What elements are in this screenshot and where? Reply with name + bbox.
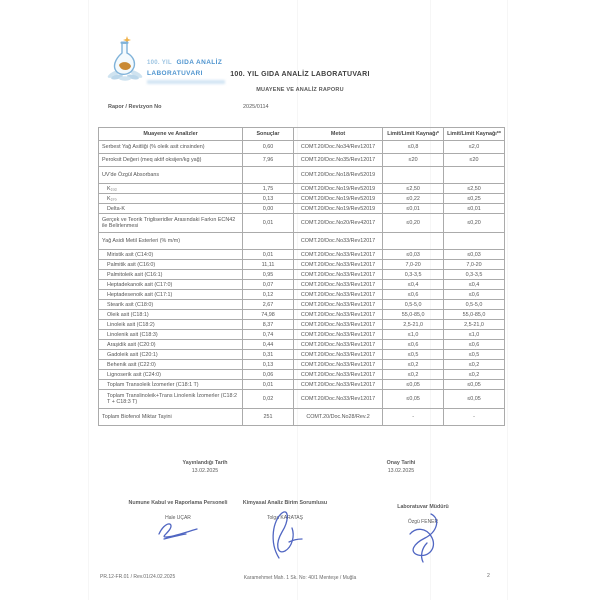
result-cell: 0,60: [243, 141, 294, 154]
limit2-cell: -: [444, 409, 505, 426]
signature-name: Özgü FENER: [407, 518, 439, 525]
table-row: [99, 184, 505, 194]
limit2-cell: 2,5-21,0: [444, 320, 505, 330]
result-cell: 7,96: [243, 154, 294, 167]
analysis-name-cell: Toplam Biofenol Miktar Tayini: [99, 409, 243, 426]
result-cell: 74,98: [243, 310, 294, 320]
limit1-cell: ≤0,4: [383, 280, 444, 290]
analysis-name-cell: Gadoleik asit (C20:1): [99, 350, 243, 360]
method-cell: COMT.20/Doc.No33/Rev12017: [293, 260, 382, 270]
limit1-cell: ≤20: [383, 154, 444, 167]
analysis-name-cell: Palmitoleik asit (C16:1): [99, 270, 243, 280]
analysis-table: [98, 127, 505, 426]
result-cell: 2,67: [243, 300, 294, 310]
analysis-table-body: [99, 141, 505, 426]
table-row: [99, 310, 505, 320]
method-cell: COMT.20/Doc.No33/Rev12017: [293, 360, 382, 370]
limit2-cell: ≤0,6: [444, 340, 505, 350]
analysis-name-cell: Delta-K: [99, 204, 243, 214]
limit2-cell: ≤0,4: [444, 280, 505, 290]
analysis-name-cell: Heptadesenoik asit (C17:1): [99, 290, 243, 300]
signature-name: Hale UÇAR: [165, 514, 191, 521]
analysis-name-cell: Stearik asit (C18:0): [99, 300, 243, 310]
table-row: [99, 409, 505, 426]
limit1-cell: ≤2,50: [383, 184, 444, 194]
method-cell: COMT.20/Doc.No34/Rev12017: [293, 141, 382, 154]
signature-role: Numune Kabul ve Raporlama Personeli: [128, 500, 228, 506]
table-row: [99, 154, 505, 167]
column-header: Sonuçlar: [243, 128, 294, 141]
method-cell: COMT.20/Doc.No19/Rev52019: [293, 204, 382, 214]
logo-line-bold1: GIDA ANALİZ: [176, 59, 223, 66]
limit1-cell: ≤0,2: [383, 360, 444, 370]
table-row: [99, 350, 505, 360]
limit2-cell: 7,0-20: [444, 260, 505, 270]
limit1-cell: ≤0,6: [383, 290, 444, 300]
result-cell: 0,13: [243, 194, 294, 204]
signature-block-chemical: [230, 500, 340, 560]
published-date-label: Yayınlandığı Tarih: [182, 460, 228, 466]
table-row: [99, 360, 505, 370]
limit2-cell: 0,3-3,5: [444, 270, 505, 280]
limit1-cell: ≤0,05: [383, 380, 444, 390]
analysis-name-cell: Linolenik asit (C18:3): [99, 330, 243, 340]
method-cell: COMT.20/Doc.No18/Rev52019: [293, 167, 382, 184]
table-row: [99, 270, 505, 280]
table-row: [99, 380, 505, 390]
signature-name: Tolga KARATAŞ: [267, 514, 303, 521]
table-header-row: [99, 128, 505, 141]
column-header: Metot: [293, 128, 382, 141]
method-cell: COMT.20/Doc.No33/Rev12017: [293, 320, 382, 330]
method-cell: COMT.20/Doc.No28/Rev.2: [293, 409, 382, 426]
footer-doc-code: PR.12-FR.01 / Rev.01/24.02.2025: [100, 574, 176, 580]
limit1-cell: ≤1,0: [383, 330, 444, 340]
logo-line-light: 100. YIL: [147, 60, 172, 66]
signature-block-reporting: [123, 500, 233, 544]
result-cell: [243, 167, 294, 184]
method-cell: COMT.20/Doc.No19/Rev52019: [293, 194, 382, 204]
limit2-cell: ≤0,05: [444, 380, 505, 390]
analysis-name-cell: Serbest Yağ Asitliği (% oleik asit cinsinden): [99, 141, 243, 154]
limit2-cell: [444, 167, 505, 184]
limit1-cell: 7,0-20: [383, 260, 444, 270]
table-row: [99, 320, 505, 330]
limit1-cell: -: [383, 409, 444, 426]
result-cell: 8,37: [243, 320, 294, 330]
logo-line-bold2: LABORATUVARI: [147, 70, 203, 77]
analysis-name-cell: K₂₇₀: [99, 194, 243, 204]
analysis-name-cell: Gerçek ve Teorik Trigliseridler Arasındaki Farkın ECN42 ile Belirlenmesi: [99, 214, 243, 233]
limit1-cell: ≤0,22: [383, 194, 444, 204]
limit2-cell: ≤0,25: [444, 194, 505, 204]
limit1-cell: ≤0,03: [383, 250, 444, 260]
column-header: Muayene ve Analizler: [99, 128, 243, 141]
logo-tagline-blurred: [147, 80, 225, 84]
page-subtitle: MUAYENE VE ANALİZ RAPORU: [256, 87, 344, 93]
table-row: [99, 194, 505, 204]
analysis-name-cell: Araşidik asit (C20:0): [99, 340, 243, 350]
limit2-cell: ≤0,6: [444, 290, 505, 300]
limit1-cell: 55,0-85,0: [383, 310, 444, 320]
limit1-cell: ≤0,6: [383, 340, 444, 350]
limit2-cell: ≤0,20: [444, 214, 505, 233]
result-cell: 0,74: [243, 330, 294, 340]
limit2-cell: ≤0,01: [444, 204, 505, 214]
method-cell: COMT.20/Doc.No20/Rev42017: [293, 214, 382, 233]
column-header: Limit/Limit Kaynağı*: [383, 128, 444, 141]
analysis-name-cell: Toplam Translinoleik+Trans Linolenik İzomerler (C18:2 T + C18:3 T): [99, 390, 243, 409]
limit2-cell: ≤1,0: [444, 330, 505, 340]
limit1-cell: ≤0,01: [383, 204, 444, 214]
published-date-block: [150, 459, 260, 476]
limit1-cell: [383, 233, 444, 250]
result-cell: 0,07: [243, 280, 294, 290]
method-cell: COMT.20/Doc.No33/Rev12017: [293, 390, 382, 409]
method-cell: COMT.20/Doc.No33/Rev12017: [293, 280, 382, 290]
result-cell: 0,12: [243, 290, 294, 300]
limit1-cell: 0,5-5,0: [383, 300, 444, 310]
limit1-cell: 2,5-21,0: [383, 320, 444, 330]
table-row: [99, 233, 505, 250]
approval-date-block: [346, 459, 456, 476]
method-cell: COMT.20/Doc.No33/Rev12017: [293, 290, 382, 300]
method-cell: COMT.20/Doc.No35/Rev12017: [293, 154, 382, 167]
result-cell: 0,95: [243, 270, 294, 280]
column-header: Limit/Limit Kaynağı**: [444, 128, 505, 141]
analysis-name-cell: K₂₃₂: [99, 184, 243, 194]
method-cell: COMT.20/Doc.No33/Rev12017: [293, 310, 382, 320]
lab-logo-text: [147, 50, 225, 84]
limit1-cell: ≤0,20: [383, 214, 444, 233]
analysis-name-cell: Yağ Asidi Metil Esterleri (% m/m): [99, 233, 243, 250]
result-cell: 0,44: [243, 340, 294, 350]
table-row: [99, 340, 505, 350]
analysis-name-cell: Behenik asit (C22:0): [99, 360, 243, 370]
table-row: [99, 141, 505, 154]
method-cell: COMT.20/Doc.No19/Rev52019: [293, 184, 382, 194]
table-row: [99, 390, 505, 409]
analysis-name-cell: Peroksit Değeri (meq aktif oksijen/kg yağ): [99, 154, 243, 167]
published-date-value: 13.02.2025: [191, 468, 219, 475]
limit2-cell: ≤0,03: [444, 250, 505, 260]
analysis-name-cell: Miristik asit (C14:0): [99, 250, 243, 260]
result-cell: 11,11: [243, 260, 294, 270]
result-cell: 0,01: [243, 380, 294, 390]
method-cell: COMT.20/Doc.No33/Rev12017: [293, 380, 382, 390]
method-cell: COMT.20/Doc.No33/Rev12017: [293, 300, 382, 310]
analysis-name-cell: Palmitik asit (C16:0): [99, 260, 243, 270]
analysis-name-cell: Lignoserik asit (C24:0): [99, 370, 243, 380]
table-row: [99, 167, 505, 184]
table-row: [99, 280, 505, 290]
result-cell: 0,02: [243, 390, 294, 409]
limit2-cell: 55,0-85,0: [444, 310, 505, 320]
limit2-cell: ≤20: [444, 154, 505, 167]
analysis-name-cell: Toplam Transoleik İzomerler (C18:1 T): [99, 380, 243, 390]
result-cell: 0,31: [243, 350, 294, 360]
result-cell: 0,00: [243, 204, 294, 214]
footer-address: Karamehmet Mah. 1 Sk. No: 40/1 Menteşe / Muğla: [243, 575, 357, 581]
table-row: [99, 204, 505, 214]
table-row: [99, 250, 505, 260]
table-row: [99, 370, 505, 380]
approval-date-value: 13.02.2025: [387, 468, 415, 475]
table-row: [99, 330, 505, 340]
analysis-name-cell: Linoleik asit (C18:2): [99, 320, 243, 330]
signature-role: Kimyasal Analiz Birim Sorumlusu: [242, 500, 328, 506]
signature-block-director: [368, 504, 478, 564]
result-cell: [243, 233, 294, 250]
table-row: [99, 300, 505, 310]
limit2-cell: ≤2,0: [444, 141, 505, 154]
limit2-cell: ≤2,50: [444, 184, 505, 194]
limit2-cell: ≤0,5: [444, 350, 505, 360]
approval-date-label: Onay Tarihi: [386, 460, 416, 466]
limit1-cell: ≤0,05: [383, 390, 444, 409]
method-cell: COMT.20/Doc.No33/Rev12017: [293, 340, 382, 350]
table-row: [99, 260, 505, 270]
analysis-name-cell: Heptadekanoik asit (C17:0): [99, 280, 243, 290]
limit1-cell: ≤0,5: [383, 350, 444, 360]
limit1-cell: ≤0,8: [383, 141, 444, 154]
method-cell: COMT.20/Doc.No33/Rev12017: [293, 370, 382, 380]
limit2-cell: [444, 233, 505, 250]
page-title: 100. YIL GIDA ANALİZ LABORATUVARI: [230, 71, 370, 78]
result-cell: 0,13: [243, 360, 294, 370]
limit2-cell: ≤0,2: [444, 370, 505, 380]
analysis-name-cell: UV'de Özgül Absorbans: [99, 167, 243, 184]
limit1-cell: ≤0,2: [383, 370, 444, 380]
analysis-name-cell: Oleik asit (C18:1): [99, 310, 243, 320]
result-cell: 0,01: [243, 214, 294, 233]
result-cell: 251: [243, 409, 294, 426]
footer-page-number: 2: [487, 573, 490, 579]
report-no-label: Rapor / Revizyon No: [108, 104, 162, 110]
limit2-cell: 0,5-5,0: [444, 300, 505, 310]
limit2-cell: ≤0,05: [444, 390, 505, 409]
table-row: [99, 290, 505, 300]
result-cell: 0,01: [243, 250, 294, 260]
method-cell: COMT.20/Doc.No33/Rev12017: [293, 270, 382, 280]
report-no-value: 2025/0114: [243, 104, 269, 110]
table-row: [99, 214, 505, 233]
method-cell: COMT.20/Doc.No33/Rev12017: [293, 250, 382, 260]
limit2-cell: ≤0,2: [444, 360, 505, 370]
limit1-cell: [383, 167, 444, 184]
method-cell: COMT.20/Doc.No33/Rev12017: [293, 350, 382, 360]
method-cell: COMT.20/Doc.No33/Rev12017: [293, 330, 382, 340]
signature-role: Laboratuvar Müdürü: [397, 504, 449, 510]
limit1-cell: 0,3-3,5: [383, 270, 444, 280]
result-cell: 1,75: [243, 184, 294, 194]
method-cell: COMT.20/Doc.No33/Rev12017: [293, 233, 382, 250]
result-cell: 0,06: [243, 370, 294, 380]
